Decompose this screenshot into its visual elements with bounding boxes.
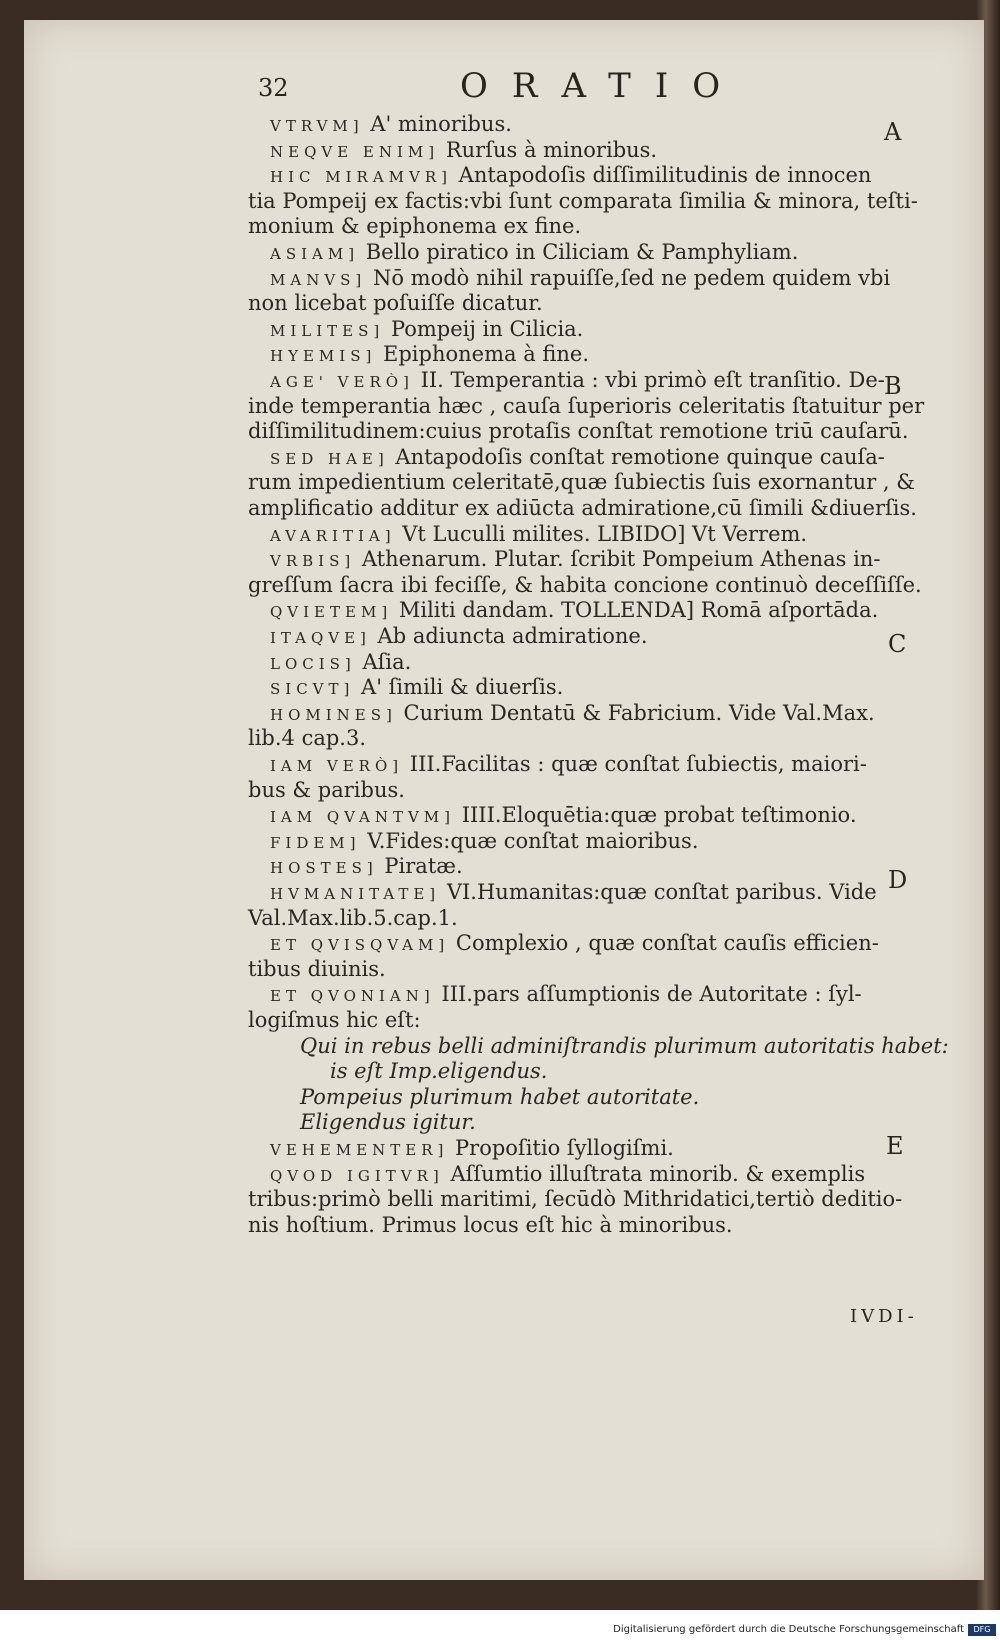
margin-letter-b: B: [884, 372, 902, 400]
line-text: diſſimilitudinem:cuius protaſis conſtat remotione triū cauſarū.: [248, 419, 909, 444]
line-text: Complexio , quæ conſtat cauſis efficien-: [449, 931, 879, 956]
text-line: [270, 854, 463, 878]
line-text: IIII.Eloquētia:quæ probat teſtimonio.: [455, 803, 857, 828]
text-line: [270, 547, 880, 571]
line-text: Rurſus à minoribus.: [439, 137, 658, 162]
text-line: [270, 1162, 865, 1186]
dfg-logo: DFG: [968, 1624, 996, 1636]
lemma: HOMINES]: [270, 705, 397, 724]
line-text: non licebat poſuiſſe dicatur.: [248, 291, 543, 316]
lemma: ITAQVE]: [270, 629, 371, 647]
lemma: HYEMIS]: [270, 347, 377, 366]
line-text: tribus:primò belli maritimi, ſecūdò Mithridatici,tertiò deditio-: [248, 1187, 903, 1212]
line-text: Val.Max.lib.5.cap.1.: [248, 905, 458, 930]
line-text: III.Facilitas : quæ conſtat ſubiectis, maiori-: [403, 752, 867, 776]
line-text: inde temperantia hæc , cauſa ſuperioris celeritatis ſtatuitur per: [248, 393, 925, 418]
text-line: [248, 394, 924, 418]
line-text: Antapodoſis diſſimilitudinis de innocen: [452, 163, 872, 188]
line-text: A' ſimili & diuerſis.: [354, 675, 564, 700]
line-text: Militi dandam. TOLLENDA] Romā aſportāda.: [392, 598, 879, 623]
line-text: Piratæ.: [377, 854, 463, 879]
line-text: Antapodoſis conſtat remotione quinque cauſa-: [388, 444, 885, 469]
text-line: [270, 982, 862, 1006]
footer-credit: Digitalisierung gefördert durch die Deutsche Forschungsgemeinschaft: [613, 1624, 964, 1635]
text-line: [270, 624, 648, 648]
line-text: amplificatio additur ex adiūcta admiratione,cū ſimili &diuerſis.: [248, 496, 917, 520]
lemma: LOCIS]: [270, 654, 356, 673]
text-line: [270, 1136, 674, 1160]
lemma: QVOD IGITVR]: [270, 1166, 444, 1185]
text-line: [270, 368, 885, 392]
margin-letter-e: E: [886, 1132, 904, 1160]
line-text: monium & epiphonema ex fine.: [248, 214, 582, 239]
lemma: SICVT]: [270, 680, 355, 699]
margin-letter-a: A: [884, 118, 902, 146]
text-line: [270, 598, 878, 622]
lemma: HVMANITATE]: [270, 885, 441, 903]
margin-letter-d: D: [888, 866, 908, 894]
line-text: Nō modò nihil rapuiſſe,ſed ne pedem quidem vbi: [366, 265, 891, 290]
line-text: Curium Dentatū & Fabricium. Vide Val.Max.: [396, 700, 875, 725]
text-line: [270, 163, 871, 187]
text-line: [248, 573, 922, 597]
lemma: QVIETEM]: [270, 603, 393, 622]
text-line: [300, 1034, 949, 1058]
text-line: [270, 829, 699, 853]
lemma: ASIAM]: [270, 245, 360, 263]
line-text: lib.4 cap.3.: [248, 726, 367, 751]
page-number: 32: [258, 74, 289, 102]
text-line: [270, 240, 798, 264]
text-line: [270, 342, 589, 366]
text-line: [270, 701, 875, 725]
running-head: ORATIO: [460, 66, 745, 106]
text-line: [300, 1110, 476, 1134]
line-text: III.pars aſſumptionis de Autoritate : ſyl-: [434, 982, 862, 1007]
text-line: [248, 214, 581, 238]
line-text: Ab adiuncta admiratione.: [370, 624, 648, 648]
line-text: Aſia.: [355, 649, 412, 674]
text-line: [270, 650, 411, 674]
lemma: HOSTES]: [270, 859, 378, 878]
text-line: [270, 112, 512, 136]
lemma: IAM QVANTVM]: [270, 808, 456, 827]
line-text: Propoſitio ſyllogiſmi.: [448, 1136, 674, 1160]
text-line: [270, 752, 867, 776]
text-line: [248, 1187, 902, 1211]
line-text: V.Fides:quæ conſtat maioribus.: [360, 828, 699, 853]
text-line: [270, 931, 879, 955]
line-text: is eſt Imp.eligendus.: [330, 1059, 548, 1084]
text-line: [270, 266, 890, 290]
lemma: MILITES]: [270, 321, 385, 340]
line-text: rum impedientium celeritatē,quæ ſubiectis ſuis exornantur , &: [248, 470, 915, 495]
text-line: [248, 470, 915, 494]
text-line: [248, 1008, 421, 1032]
lemma: AVARITIA]: [270, 526, 396, 545]
line-text: Eligendus igitur.: [300, 1110, 476, 1135]
lemma: ET QVISQVAM]: [270, 936, 450, 955]
margin-letter-c: C: [888, 630, 907, 658]
line-text: tibus diuinis.: [248, 956, 386, 981]
text-line: [270, 880, 877, 904]
catchword: IVDI-: [850, 1306, 918, 1327]
lemma: IAM VERÒ]: [270, 757, 404, 775]
line-text: bus & paribus.: [248, 777, 405, 802]
text-line: [270, 138, 657, 162]
text-line: [248, 1213, 733, 1237]
text-line: [248, 778, 405, 802]
line-text: nis hoſtium. Primus locus eſt hic à minoribus.: [248, 1212, 733, 1237]
line-text: II. Temperantia : vbi primò eſt tranſitio. De-: [413, 368, 885, 392]
line-text: VI.Humanitas:quæ conſtat paribus. Vide: [440, 880, 877, 904]
text-line: [300, 1085, 699, 1109]
digitization-footer: [0, 1622, 1000, 1640]
line-text: Bello piratico in Ciliciam & Pamphyliam.: [359, 240, 799, 264]
text-line: [330, 1059, 548, 1083]
line-text: Pompeij in Cilicia.: [384, 316, 584, 341]
line-text: Epiphonema à fine.: [376, 342, 590, 367]
text-line: [248, 291, 543, 315]
lemma: MANVS]: [270, 270, 367, 289]
text-line: [248, 906, 458, 930]
lemma: VTRVM]: [270, 117, 364, 135]
lemma: ET QVONIAN]: [270, 987, 435, 1006]
lemma: FIDEM]: [270, 833, 361, 852]
text-line: [248, 419, 909, 443]
line-text: Qui in rebus belli adminiſtrandis plurimum autoritatis habet:: [300, 1033, 949, 1058]
text-line: [248, 726, 366, 750]
lemma: VRBIS]: [270, 552, 356, 571]
text-line: [248, 189, 918, 213]
line-text: logiſmus hic eſt:: [248, 1008, 421, 1032]
lemma: HIC MIRAMVR]: [270, 168, 452, 187]
text-line: [270, 675, 563, 699]
line-text: Aſſumtio illuſtrata minorib. & exemplis: [443, 1161, 866, 1186]
text-line: [270, 522, 807, 546]
text-line: [270, 445, 885, 469]
text-line: [248, 957, 386, 981]
line-text: A' minoribus.: [363, 112, 512, 136]
lemma: SED HAE]: [270, 449, 389, 468]
line-text: greſſum ſacra ibi feciſſe, & habita concione continuò deceſſiſſe.: [248, 572, 922, 597]
line-text: tia Pompeij ex factis:vbi ſunt comparata ſimilia & minora, teſti-: [248, 188, 918, 213]
text-line: [270, 317, 583, 341]
lemma: VEHEMENTER]: [270, 1141, 449, 1159]
lemma: AGE' VERÒ]: [270, 373, 414, 391]
lemma: NEQVE ENIM]: [270, 142, 440, 161]
text-line: [270, 803, 857, 827]
text-line: [248, 496, 917, 520]
line-text: Vt Luculli milites. LIBIDO] Vt Verrem.: [395, 521, 808, 546]
line-text: Pompeius plurimum habet autoritate.: [300, 1084, 700, 1109]
line-text: Athenarum. Plutar. ſcribit Pompeium Athenas in-: [355, 547, 881, 572]
